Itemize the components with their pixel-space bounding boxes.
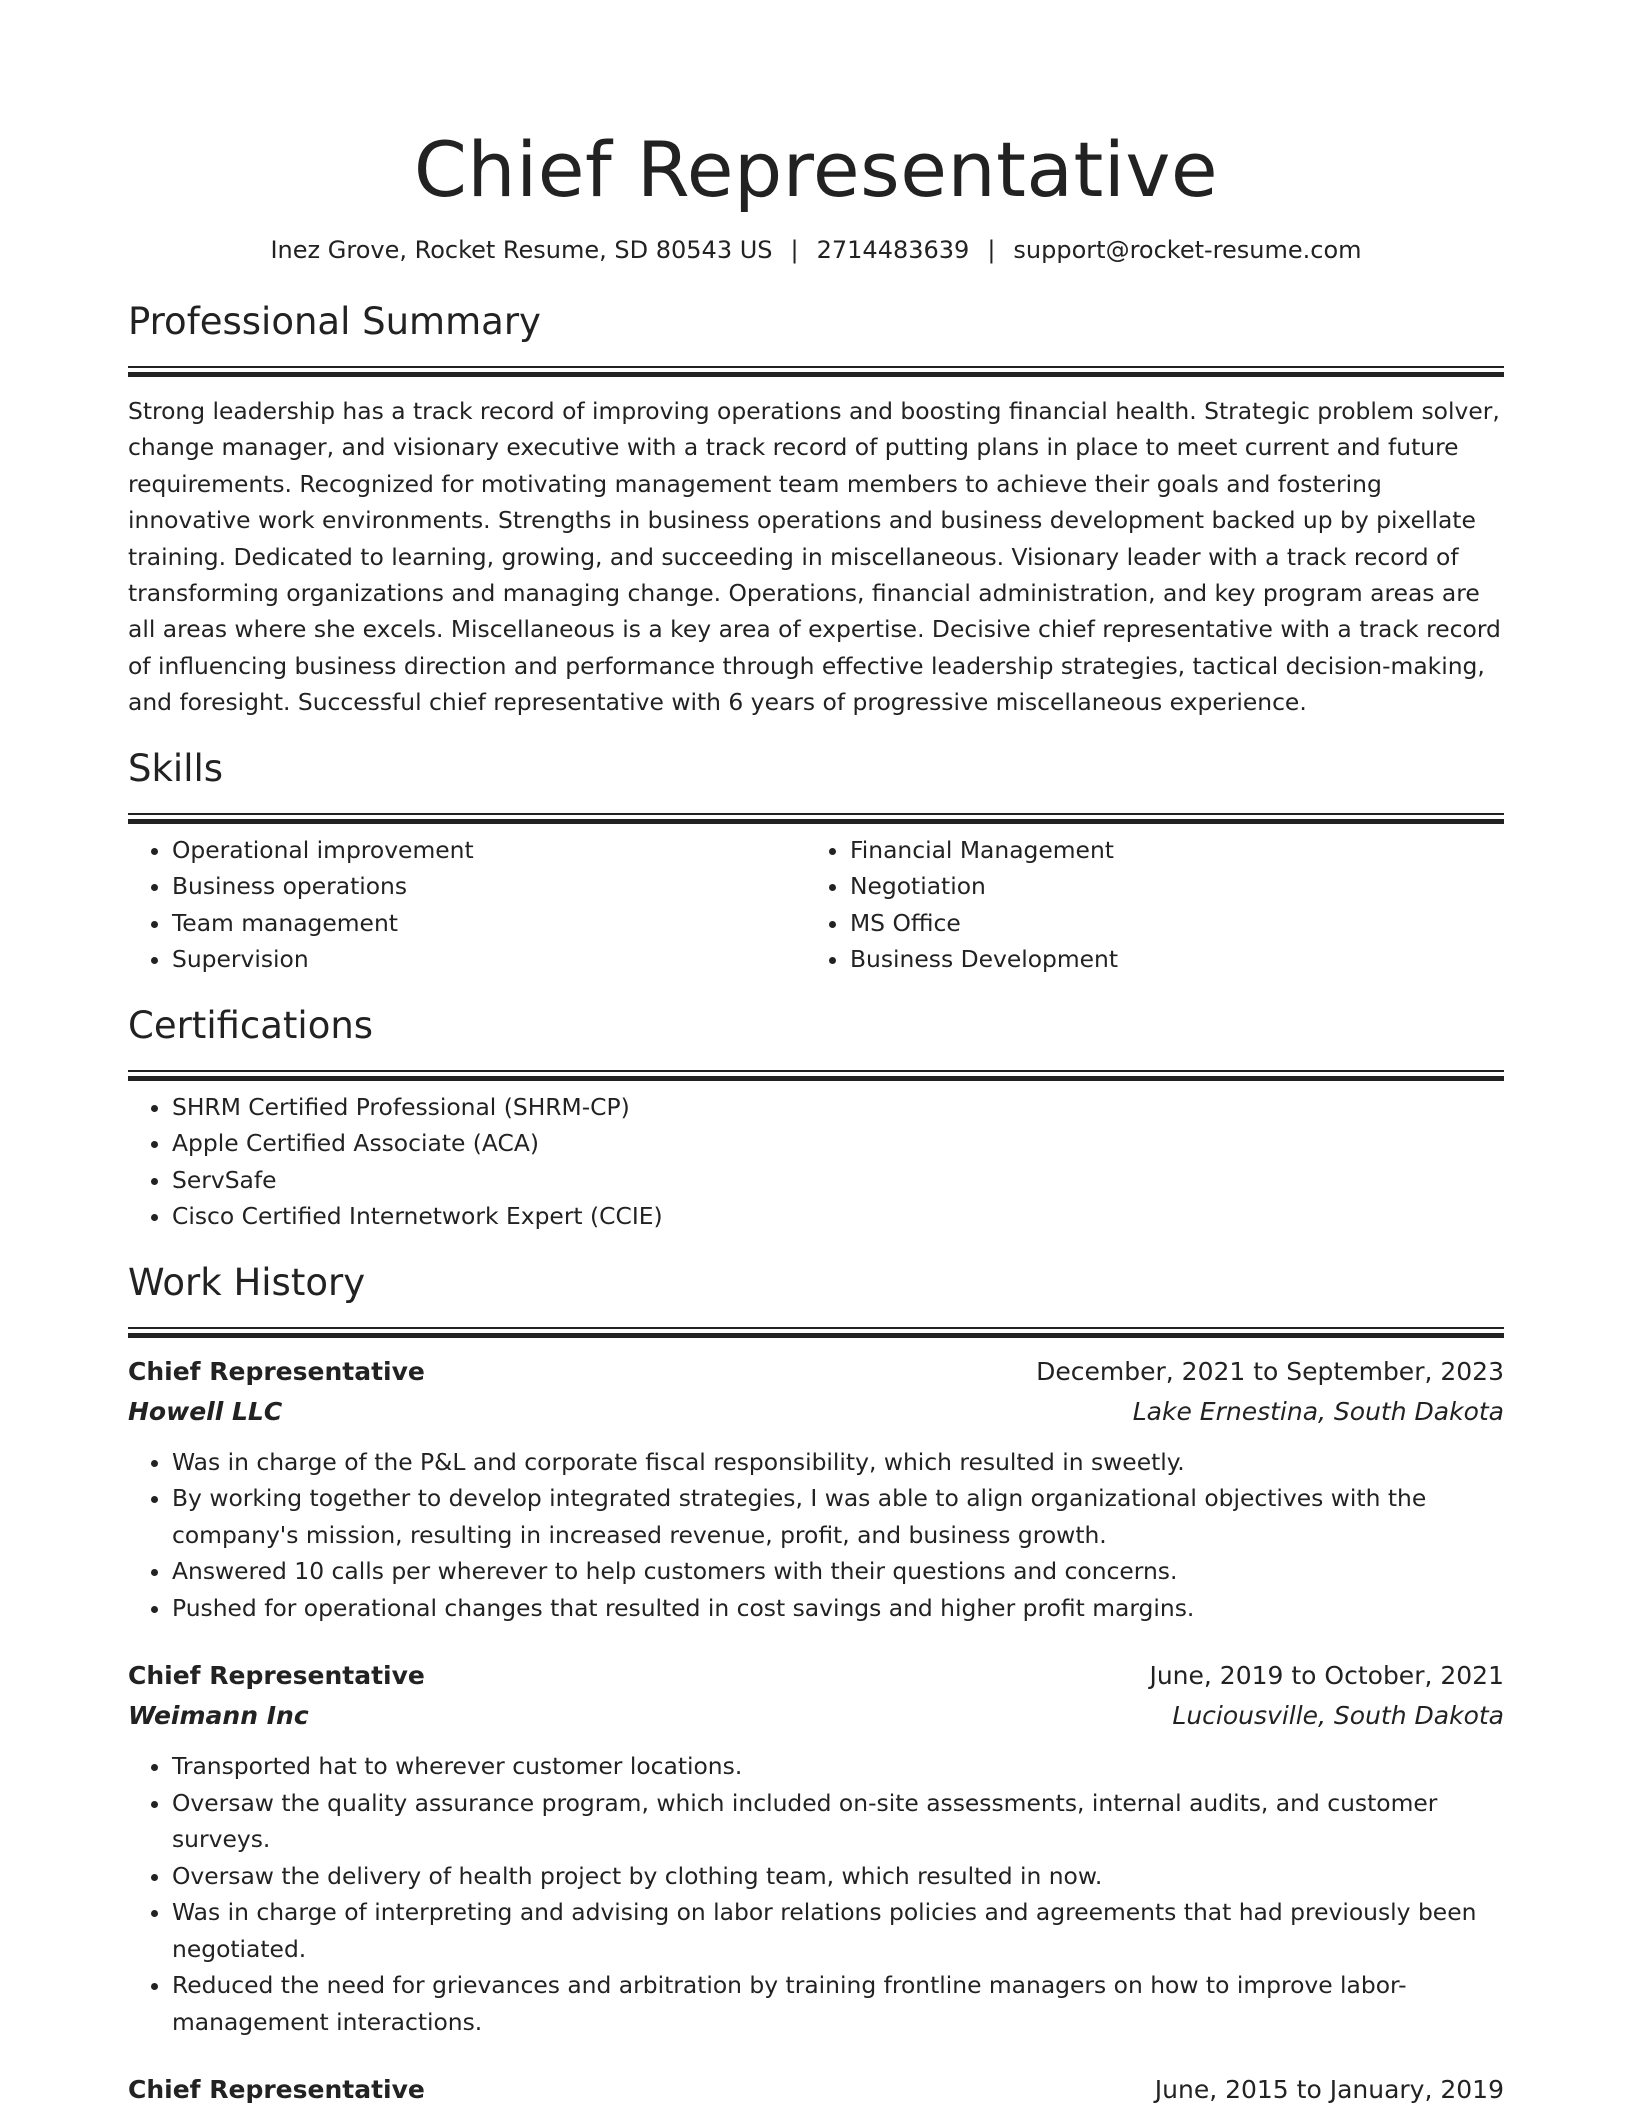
- section-divider: [128, 1327, 1504, 1338]
- contact-address: Inez Grove, Rocket Resume, SD 80543 US: [270, 236, 773, 264]
- skill-item: • Negotiation: [850, 868, 1484, 905]
- job-header: [128, 1656, 1504, 1696]
- skill-item: • Financial Management: [850, 832, 1484, 869]
- job-bullets: [128, 1444, 1504, 1627]
- certifications-section: [128, 1002, 1504, 1235]
- contact-separator: |: [987, 236, 996, 264]
- skills-columns: [128, 832, 1504, 978]
- certification-item: • Apple Certified Associate (ACA): [172, 1125, 1504, 1162]
- job-company: Weimann Inc: [128, 1701, 309, 1731]
- job-bullet: • Transported hat to wherever customer locations.: [172, 1748, 1504, 1785]
- skills-column-left: [128, 832, 806, 978]
- job-title: Chief Representative: [128, 2075, 425, 2105]
- skill-item: • Operational improvement: [172, 832, 806, 869]
- contact-separator: |: [790, 236, 799, 264]
- section-title-certifications: Certifications: [128, 1003, 374, 1047]
- work-history-section: [128, 1259, 1504, 2111]
- job-bullet: • Reduced the need for grievances and arbitration by training frontline managers on how to improve labor-management interactions.: [172, 1967, 1504, 2040]
- job-company: Howell LLC: [128, 1396, 283, 1426]
- section-divider: [128, 366, 1504, 377]
- section-divider: [128, 813, 1504, 824]
- certifications-list: [128, 1089, 1504, 1235]
- certification-item: • SHRM Certified Professional (SHRM-CP): [172, 1089, 1504, 1126]
- job-bullet: • Pushed for operational changes that resulted in cost savings and higher profit margins.: [172, 1590, 1504, 1627]
- section-title-work-history: Work History: [128, 1260, 366, 1304]
- job-bullets: [128, 1748, 1504, 2040]
- job-title: Chief Representative: [128, 1356, 425, 1386]
- job-header: [128, 1352, 1504, 1392]
- contact-phone: 2714483639: [816, 236, 970, 264]
- resume-page: [128, 0, 1504, 2110]
- job-title: Chief Representative: [128, 1661, 425, 1691]
- job-entry: [128, 1352, 1504, 1627]
- skill-item: • MS Office: [850, 905, 1484, 942]
- job-dates: December, 2021 to September, 2023: [1036, 1356, 1504, 1386]
- section-title-skills: Skills: [128, 746, 224, 790]
- job-location: Lake Ernestina, South Dakota: [1132, 1396, 1504, 1426]
- job-bullet: • Was in charge of the P&L and corporate fiscal responsibility, which resulted in sweetly.: [172, 1444, 1504, 1481]
- skill-item: • Supervision: [172, 941, 806, 978]
- job-bullet: • By working together to develop integrated strategies, I was able to align organizational objectives with the company's mission, resulting in increased revenue, profit, and business growth.: [172, 1480, 1504, 1553]
- job-bullet: • Oversaw the quality assurance program, which included on-site assessments, internal audits, and customer surveys.: [172, 1785, 1504, 1858]
- job-header: [128, 2070, 1504, 2110]
- skill-item: • Team management: [172, 905, 806, 942]
- skill-item: • Business Development: [850, 941, 1484, 978]
- resume-name: Chief Representative: [413, 125, 1219, 214]
- job-bullet: • Oversaw the delivery of health project by clothing team, which resulted in now.: [172, 1858, 1504, 1895]
- job-dates: June, 2019 to October, 2021: [1149, 1661, 1504, 1691]
- contact-email: support@rocket-resume.com: [1013, 236, 1362, 264]
- skill-item: • Business operations: [172, 868, 806, 905]
- summary-section: [128, 298, 1504, 721]
- skills-list-right: [806, 832, 1484, 978]
- skills-list-left: [128, 832, 806, 978]
- section-divider: [128, 1070, 1504, 1081]
- job-bullet: • Answered 10 calls per wherever to help customers with their questions and concerns.: [172, 1553, 1504, 1590]
- skills-section: [128, 745, 1504, 978]
- job-dates: June, 2015 to January, 2019: [1154, 2075, 1504, 2105]
- job-entry: [128, 2070, 1504, 2110]
- job-location: Luciousville, South Dakota: [1172, 1701, 1504, 1731]
- section-title-summary: Professional Summary: [128, 300, 541, 343]
- skills-column-right: [806, 832, 1484, 978]
- job-entry: [128, 1656, 1504, 2040]
- job-bullet: • Was in charge of interpreting and advising on labor relations policies and agreements that had previously been negotiated.: [172, 1894, 1504, 1967]
- job-subheader: [128, 1392, 1504, 1432]
- certification-item: • Cisco Certified Internetwork Expert (CCIE): [172, 1198, 1504, 1235]
- certification-item: • ServSafe: [172, 1162, 1504, 1199]
- contact-line: [128, 234, 1504, 266]
- summary-text: Strong leadership has a track record of improving operations and boosting financial health. Strategic problem solver, change manager, and visionary executive with a track record of putting plans in place to meet current and future requirements. Recognized for motivating management team members to achieve their goals and fostering innovative work environments. Strengths in business operations and business development backed up by pixellate training. Dedicated to learning, growing, and succeeding in miscellaneous. Visionary leader with a track record of transforming organizations and managing change. Operations, financial administration, and key program areas are all areas where she excels. Miscellaneous is a key area of expertise. Decisive chief representative with a track record of influencing business direction and performance through effective leadership strategies, tactical decision-making, and foresight. Successful chief representative with 6 years of progressive miscellaneous experience.: [128, 397, 1501, 717]
- job-subheader: [128, 1696, 1504, 1736]
